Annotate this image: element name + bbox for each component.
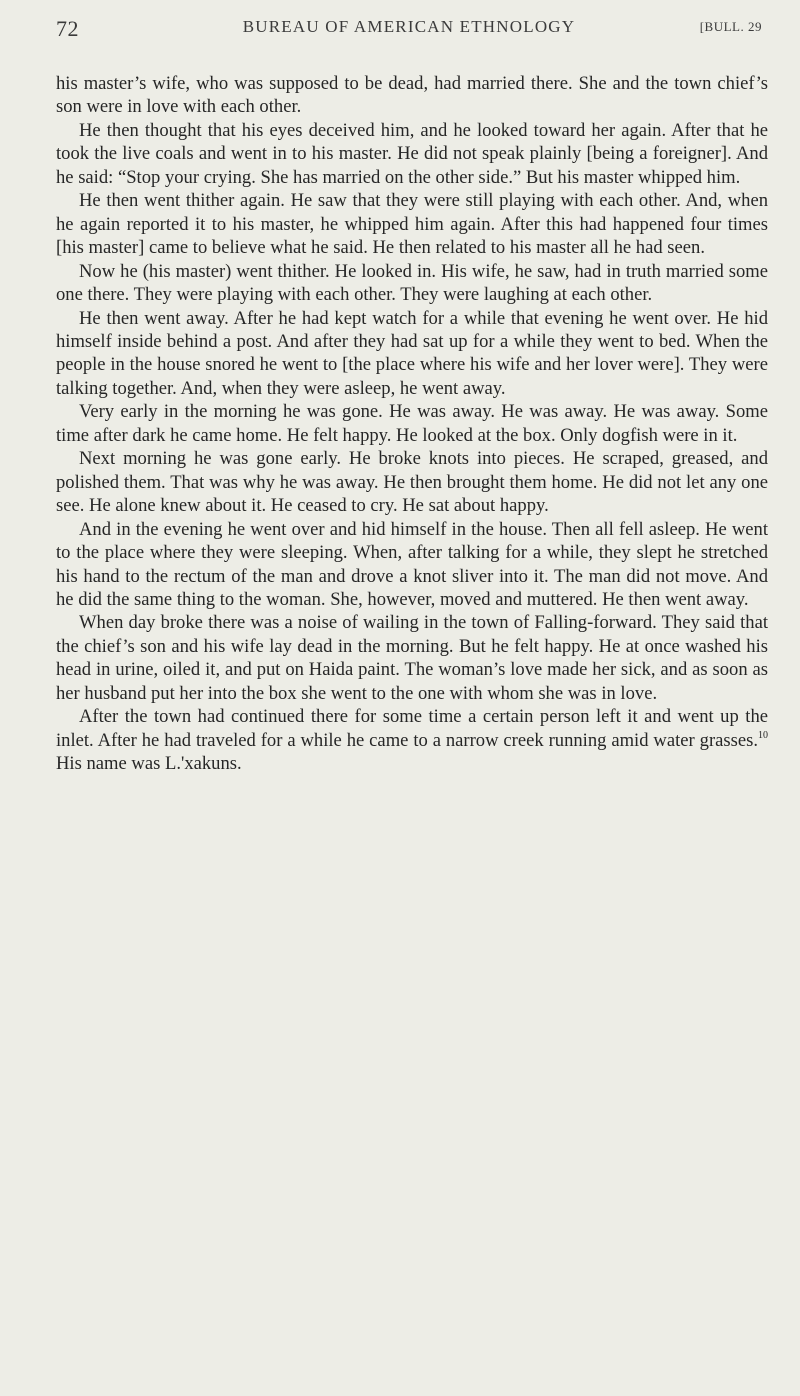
footnote-marker: 10 [758, 729, 768, 741]
paragraph: He then thought that his eyes deceived him, and he looked toward her again. After that he took the live coals and went in to his master. He did not speak plainly [being a foreigner]. And he said: “Stop your crying. She has married on the other side.” But his master whipped him. [56, 119, 768, 188]
paragraph: When day broke there was a noise of wailing in the town of Falling-forward. They said that the chief’s son and his wife lay dead in the morning. But he felt happy. He at once washed his head in urine, oiled it, and put on Haida paint. The woman’s love made her sick, and as soon as her husband put her into the box she went to the one with whom she was in love. [56, 612, 768, 704]
paragraph: After the town had continued there for some time a certain person left it and went up the inlet. After he had traveled for a while he came to a narrow creek running amid water grasses.$^{10}$ His name was L.'xakuns. [56, 706, 768, 775]
paragraph: Next morning he was gone early. He broke knots into pieces. He scraped, greased, and polished them. That was why he was away. He then brought them home. He did not let any one see. He alone knew about it. He ceased to cry. He sat about happy. [56, 448, 768, 517]
body-text [56, 72, 768, 776]
paragraph: He then went thither again. He saw that they were still playing with each other. And, when he again reported it to his master, he whipped him again. After this had happened four times [his master] came to believe what he said. He then related to his master all he had seen. [56, 190, 768, 259]
paragraph: And in the evening he went over and hid himself in the house. Then all fell asleep. He went to the place where they were sleeping. When, after talking for a while, they slept he stretched his hand to the rectum of the man and drove a knot sliver into it. The man did not move. And he did the same thing to the woman. She, however, moved and muttered. He then went away. [56, 518, 768, 610]
paragraph: Very early in the morning he was gone. He was away. He was away. He was away. Some time after dark he came home. He felt happy. He looked at the box. Only dogfish were in it. [56, 401, 768, 446]
bulletin-reference: [BULL. 29 [699, 19, 762, 34]
running-title: BUREAU OF AMERICAN ETHNOLOGY [242, 17, 576, 36]
page-header [56, 16, 762, 46]
paragraph: He then went away. After he had kept watch for a while that evening he went over. He hid himself inside behind a post. And after they had sat up for a while they went to bed. When the people in the house snored he went to [the place where his wife and her lover were]. They were talking together. And, when they were asleep, he went away. [56, 307, 768, 399]
paragraph: Now he (his master) went thither. He looked in. His wife, he saw, had in truth married some one there. They were playing with each other. They were laughing at each other. [56, 260, 768, 306]
paragraph: his master’s wife, who was supposed to be dead, had married there. She and the town chief’s son were in love with each other. [56, 73, 768, 118]
page-number: 72 [56, 16, 79, 41]
